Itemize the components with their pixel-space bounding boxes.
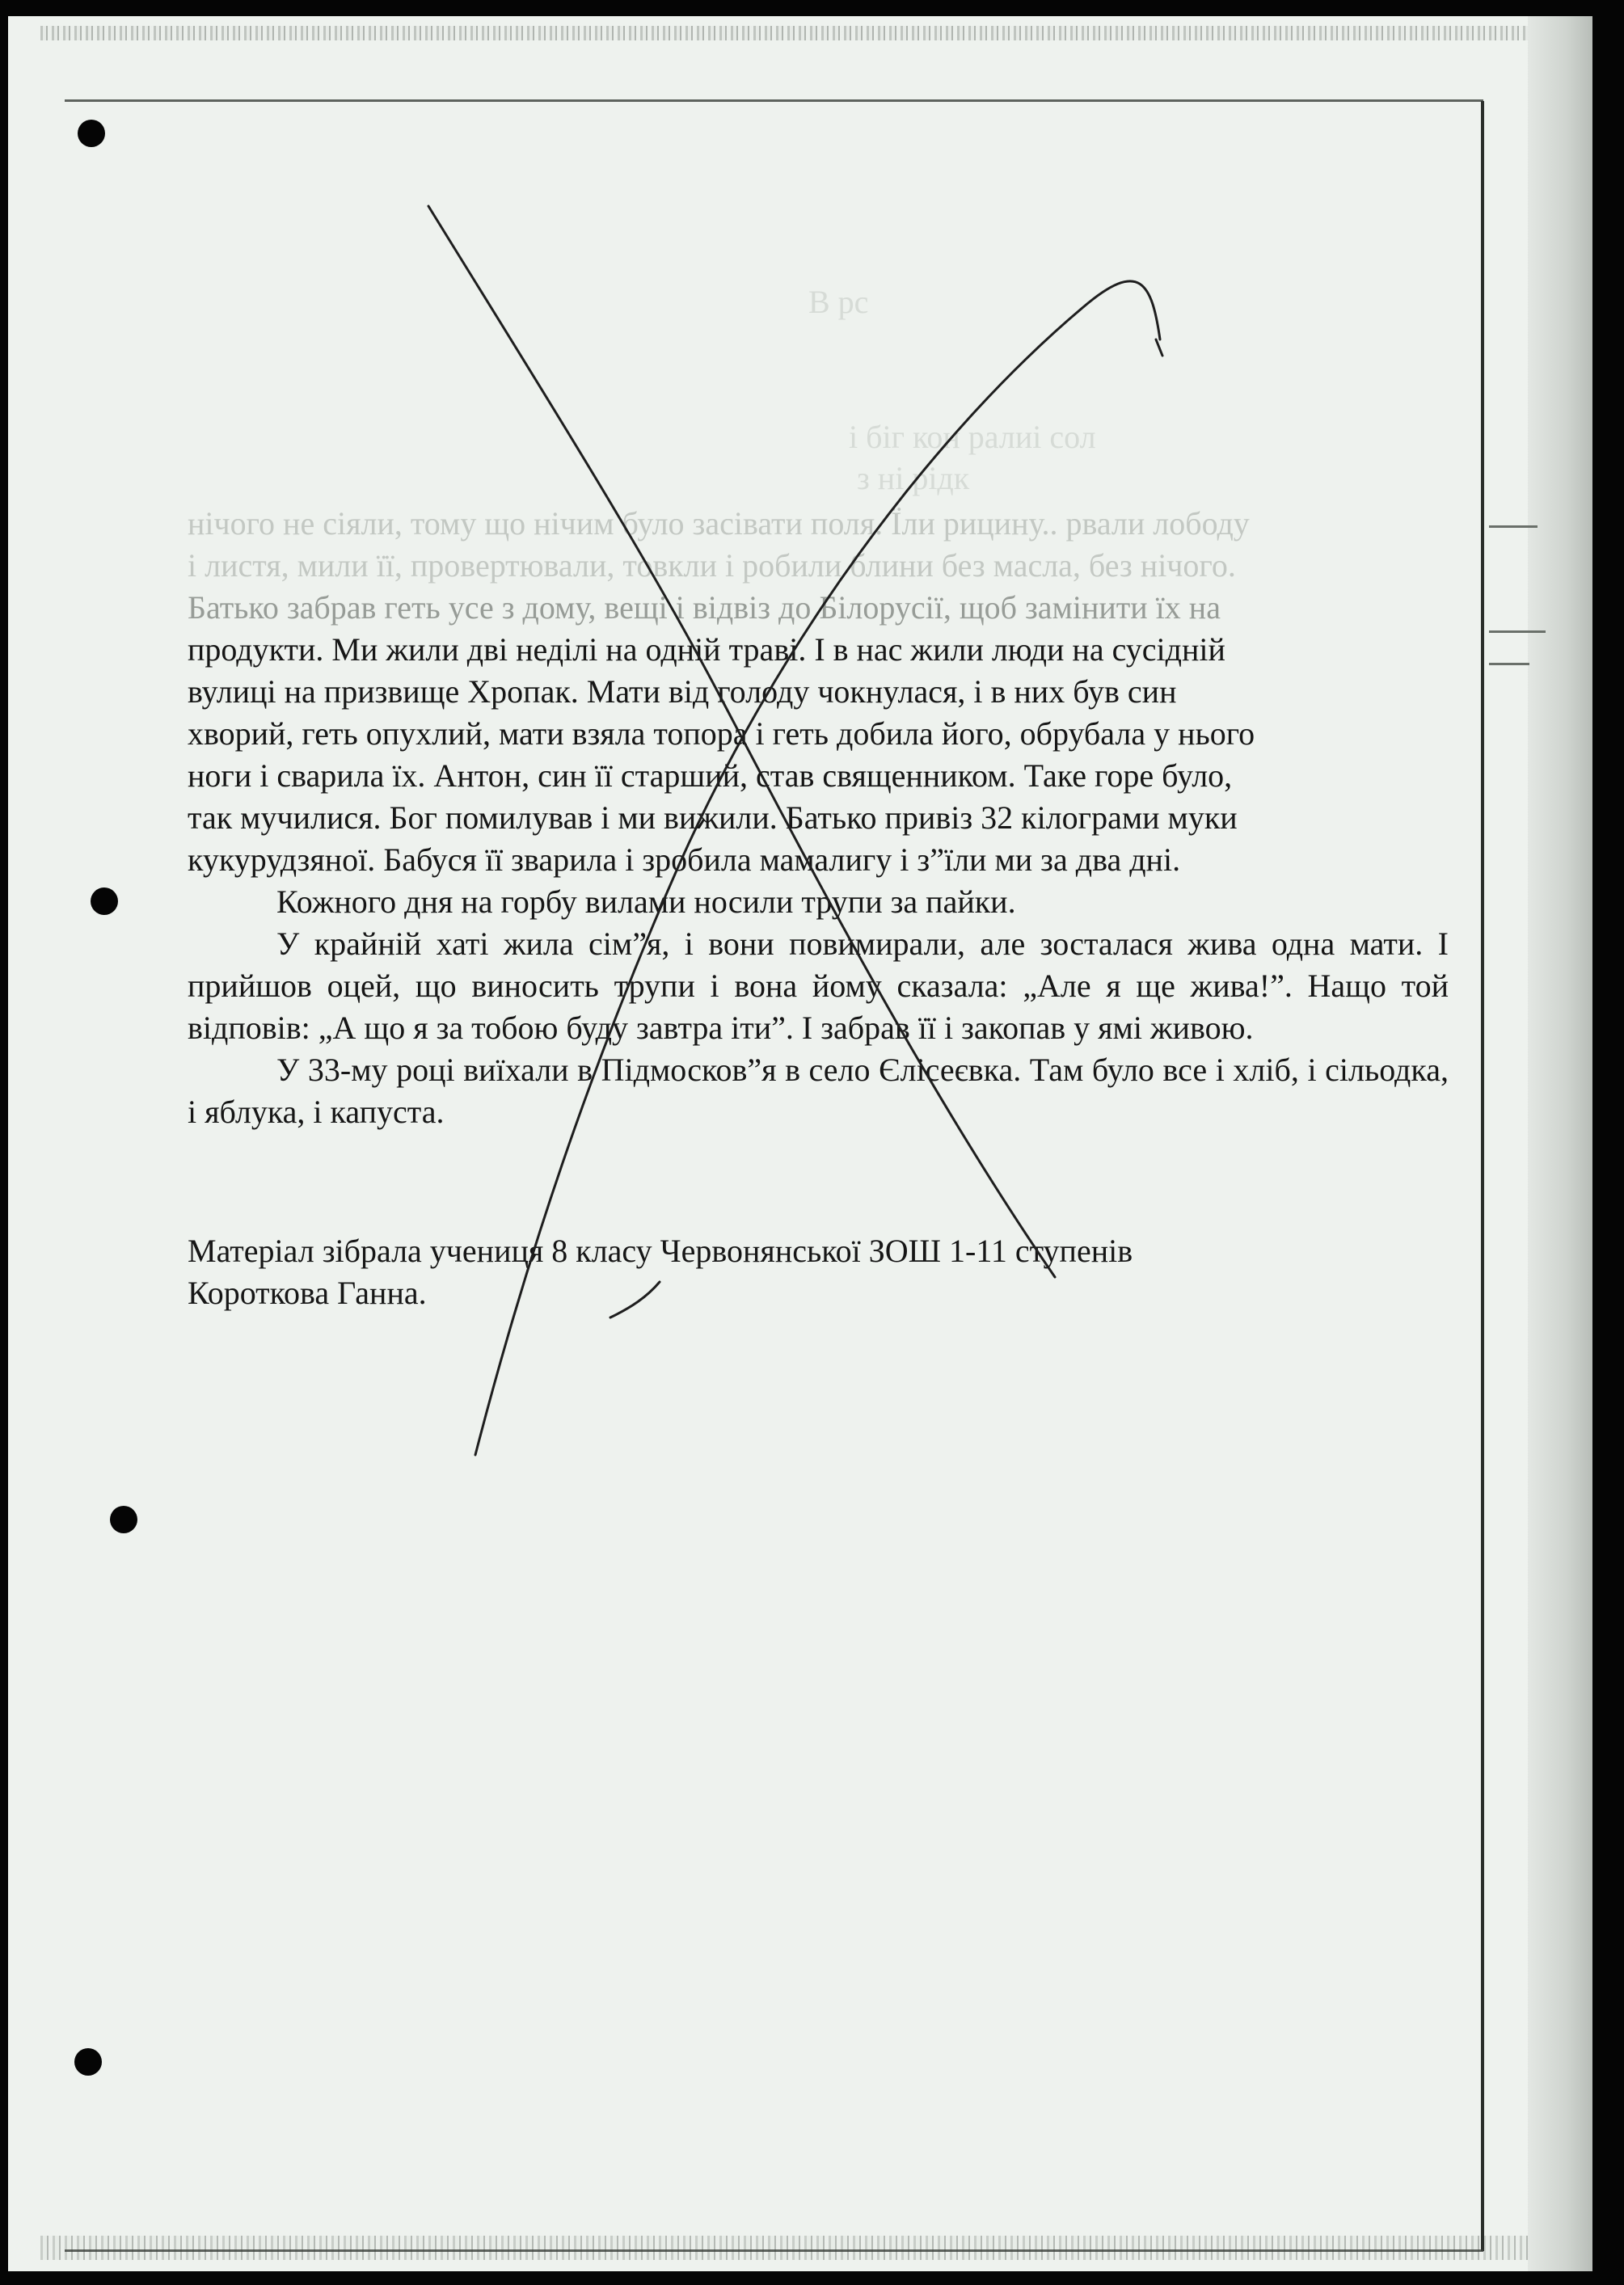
paragraph-2: Кожного дня на горбу вилами носили трупи за пайки. — [276, 883, 1016, 920]
faded-title: В рс — [808, 284, 869, 320]
text-line: продукти. Ми жили дві неділі на одній траві. І в нас жили люди на сусідній — [188, 631, 1225, 668]
credit-line: Матеріал зібрала учениця 8 класу Червонянської ЗОШ 1-11 ступенів — [188, 1233, 1133, 1269]
cross-out-mark — [8, 16, 1592, 2271]
paragraph-3: У крайній хаті жила сім”я, і вони повимирали, але зосталася жива одна мати. І прийшов оцей, що виносить трупи і вона йому сказала: „Але я ще жива!”. Нащо той відповів: „А що я за тобою буду завтра іти”. І забрав її і закопав у ямі живою. — [188, 925, 1449, 1046]
author-name: Короткова Ганна. — [188, 1275, 427, 1311]
text-line: вулиці на призвище Хропак. Мати від голоду чокнулася, і в них був син — [188, 673, 1177, 710]
text-line: Батько забрав геть усе з дому, вещі і відвіз до Білорусії, щоб замінити їх на — [188, 589, 1221, 626]
cross-stroke — [428, 206, 1055, 1277]
stray-mark — [610, 1282, 660, 1317]
text-line: нічого не сіяли, тому що нічим було засівати поля. Їли рицину.. рвали лободу — [188, 505, 1250, 542]
faded-line: з ні рідк — [857, 460, 970, 496]
scanned-page — [8, 16, 1592, 2271]
cross-stroke-tail — [1156, 339, 1162, 356]
cross-stroke — [475, 281, 1160, 1455]
faded-line: і біг кон ралиі сол — [849, 419, 1096, 455]
paragraph-4: У 33-му році виїхали в Підмосков”я в село Єлісеєвка. Там було все і хліб, і сільодка, і яблука, і капуста. — [188, 1052, 1449, 1130]
text-line: і листя, мили її, провертювали, товкли і робили блини без масла, без нічого. — [188, 547, 1236, 584]
text-line: кукурудзяної. Бабуся її зварила і зробила мамалигу і з”їли ми за два дні. — [188, 841, 1181, 878]
text-line: ноги і сварила їх. Антон, син її старший, став священником. Таке горе було, — [188, 757, 1233, 794]
text-line: хворий, геть опухлий, мати взяла топора і геть добила його, обрубала у нього — [188, 715, 1255, 752]
text-line: так мучилися. Бог помилував і ми вижили. Батько привіз 32 кілограми муки — [188, 799, 1238, 836]
